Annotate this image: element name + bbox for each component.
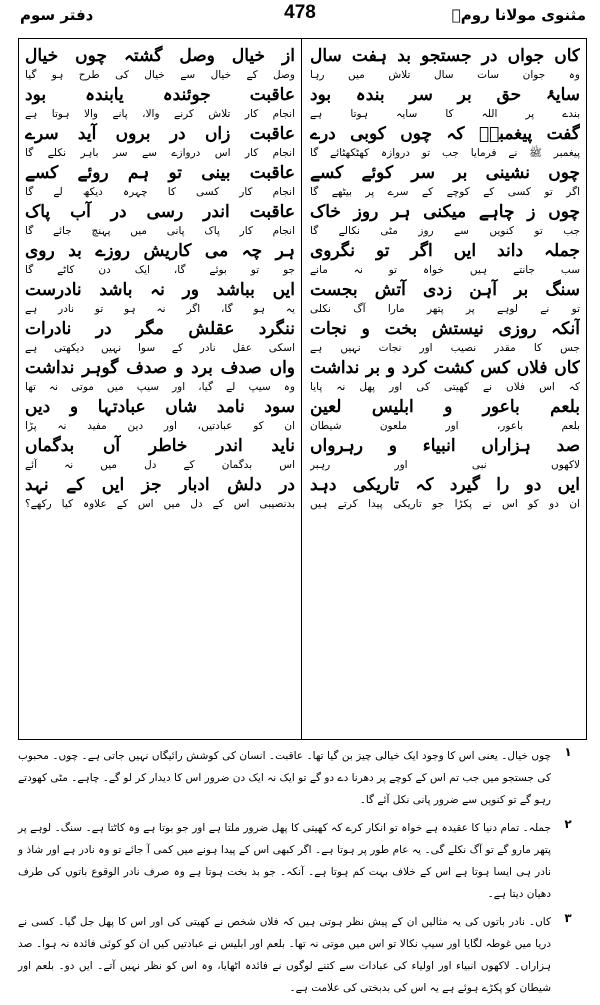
urdu-translation: لاکھوں نبی اور رہبر	[310, 459, 580, 471]
footnote	[18, 745, 585, 811]
couplet	[25, 123, 295, 162]
urdu-translation: کہ اس فلاں نے کھیتی کی اور پھل نہ پایا	[310, 381, 580, 393]
couplet	[25, 396, 295, 435]
urdu-translation: ان دو کو اس نے پکڑا جو تاریکی پیدا کرتے ہیں	[310, 498, 580, 510]
persian-verse: عاقبت بینی تو ہم روئے کسے	[25, 163, 295, 183]
urdu-translation: یہ ہو گا، اگر نہ ہو تو نادر ہے	[25, 303, 295, 315]
persian-verse: کاں فلاں کس کشت کرد و بر نداشت	[310, 358, 580, 378]
persian-verse: سنگ بر آہن زدی آتش بجست	[310, 280, 580, 300]
persian-verse: گفت پیغمبرؐ کہ چوں کوبی درے	[310, 124, 580, 144]
urdu-translation: تو نے لوہے پر پتھر مارا آگ نکلی	[310, 303, 580, 315]
couplet	[310, 162, 580, 201]
couplet	[25, 279, 295, 318]
footnote-text: جملہ۔ تمام دنیا کا عقیدہ ہے خواہ تو انکار کرے کہ کھیتی کا پھل ضرور ملتا ہے اور جو بوتا ہے وہ کاٹتا ہے۔ سنگ۔ لوہے پر پتھر مارو گے تو آگ نکلے گی۔ یہ عام طور پر ہوتا ہے۔ اگر کبھی اس کے پیدا ہونے میں کمی آ جائے تو وہ نادر ہے اور شاذ و نادر ہی ایسا ہوتا ہے اس کے خلاف بہت کم ہوتا ہے۔ آنکہ۔ جو بد بخت ہوتا ہے وہ صرف نادر الوقوع باتوں کی طرف دھیان دیتا ہے۔	[18, 822, 551, 900]
urdu-translation: بدنصیبی اس کے دل میں اس کے علاوہ کیا رکھے؟	[25, 498, 295, 510]
footnote-text: کاں۔ نادر باتوں کی یہ مثالیں ان کے پیش نظر ہوتی ہیں کہ فلاں شخص نے کھیتی کی اور اس کا پھل جل گیا۔ کسی نے دریا میں غوطہ لگایا اور سیپ نکالا تو اس میں موتی نہ تھا۔ بلعم اور ابلیس نے عبادتیں کیں ان کو کوئی فائدہ نہ ہوا۔ صد ہزاراں۔ لاکھوں انبیاء اور اولیاء کی عبادات سے کتنے لوگوں نے فائدہ اٹھایا، وہ اس کو نظر نہیں آتے۔ ایں دو۔ بلعم اور شیطان کو پکڑے ہوئے ہے یہ اس کی بدبختی کی علامت ہے۔	[18, 916, 551, 994]
persian-verse: جملہ داند ایں اگر تو نگروی	[310, 241, 580, 261]
footnotes	[18, 745, 585, 1005]
page-number: 478	[284, 2, 316, 23]
couplet	[310, 318, 580, 357]
couplet	[310, 396, 580, 435]
urdu-translation: بندے پر اللہ کا سایہ ہوتا ہے	[310, 108, 580, 120]
couplet	[310, 45, 580, 84]
persian-verse: عاقبت اندر رسی در آب پاک	[25, 202, 295, 222]
urdu-translation: انجام کار اس دروازے سے سر باہر نکلے گا	[25, 147, 295, 159]
volume-title: دفتر سوم	[20, 6, 94, 24]
couplet	[310, 435, 580, 474]
persian-verse: صد ہزاراں انبیاء و رہرواں	[310, 436, 580, 456]
urdu-translation: انجام کار تلاش کرنے والا، پانے والا ہوتا ہے	[25, 108, 295, 120]
page-header	[0, 0, 600, 38]
couplet	[25, 84, 295, 123]
couplet	[310, 357, 580, 396]
urdu-translation: سب جانتے ہیں خواہ تو نہ مانے	[310, 264, 580, 276]
footnote	[18, 911, 585, 999]
urdu-translation: ان کو عبادتیں، اور دین مفید نہ پڑا	[25, 420, 295, 432]
urdu-translation: بلعم باعور، اور ملعون شیطان	[310, 420, 580, 432]
column-divider	[301, 39, 302, 739]
urdu-translation: پیغمبر ﷺ نے فرمایا جب تو دروازہ کھٹکھٹائے گا	[310, 147, 580, 159]
urdu-translation: وہ سیپ لے گیا، اور سیپ میں موتی نہ تھا	[25, 381, 295, 393]
urdu-translation: اس بدگمان کے دل میں نہ آئے	[25, 459, 295, 471]
couplet	[25, 318, 295, 357]
urdu-translation: انجام کار کسی کا چہرہ دیکھ لے گا	[25, 186, 295, 198]
urdu-translation: جس کا مقدر نصیب اور نجات نہیں ہے	[310, 342, 580, 354]
persian-verse: در دلش ادبار جز ایں کے نہد	[25, 475, 295, 495]
persian-verse: آنکہ روزی نیستش بخت و نجات	[310, 319, 580, 339]
persian-verse: واں صدف برد و صدف گوہر نداشت	[25, 358, 295, 378]
footnote	[18, 817, 585, 905]
persian-verse: ناید اندر خاطر آں بدگماں	[25, 436, 295, 456]
persian-verse: ایں دو را گیرد کہ تاریکی دہد	[310, 475, 580, 495]
couplet	[25, 162, 295, 201]
urdu-translation: اسکی عقل نادر کے سوا نہیں دیکھتی ہے	[25, 342, 295, 354]
couplet	[310, 84, 580, 123]
couplet	[25, 435, 295, 474]
urdu-translation: جب تو کنویں سے روز مٹی نکالے گا	[310, 225, 580, 237]
urdu-translation: وہ جوان سات سال تلاش میں رہا	[310, 69, 580, 81]
persian-verse: بلعم باعور و ابلیس لعین	[310, 397, 580, 417]
persian-verse: سود نامد شاں عبادتہا و دیں	[25, 397, 295, 417]
couplet	[310, 240, 580, 279]
persian-verse: ہر چہ می کاریش روزے بد روی	[25, 241, 295, 261]
couplet	[25, 201, 295, 240]
book-title: مثنوی مولانا رومؒ	[451, 6, 586, 24]
persian-verse: عاقبت زاں در بروں آید سرے	[25, 124, 295, 144]
persian-verse: سایۂ حق بر سر بندہ بود	[310, 85, 580, 105]
persian-verse: چوں نشینی بر سر کوئے کسے	[310, 163, 580, 183]
footnote-number: ۳	[564, 911, 572, 925]
couplet	[25, 45, 295, 84]
persian-verse: ایں بباشد ور نہ باشد نادرست	[25, 280, 295, 300]
right-column	[310, 45, 580, 513]
persian-verse: کاں جواں در جستجو بد ہفت سال	[310, 46, 580, 66]
couplet	[310, 123, 580, 162]
persian-verse: چوں ز چاہے میکنی ہر روز خاک	[310, 202, 580, 222]
persian-verse: از خیال وصل گشتہ چوں خیال	[25, 46, 295, 66]
footnote-text: چوں خیال۔ یعنی اس کا وجود ایک خیالی چیز بن گیا تھا۔ عاقبت۔ انسان کی کوشش رائیگاں نہیں جاتی ہے۔ چوں۔ محبوب کی جستجو میں جب تم اس کے کوچے پر دھرنا دے دو گے تو ایک نہ ایک دن ضرور اس کا دیدار کر لو گے۔ چاہے۔ مٹی کھودتے رہو گے تو کنویں سے ضرور پانی نکل آئے گا۔	[18, 750, 551, 806]
urdu-translation: جو تو بوئے گا، ایک دن کاٹے گا	[25, 264, 295, 276]
verse-frame	[18, 38, 587, 740]
couplet	[25, 474, 295, 513]
couplet	[25, 240, 295, 279]
couplet	[25, 357, 295, 396]
footnote-number: ۲	[564, 817, 572, 831]
left-column	[25, 45, 295, 513]
footnote-number: ۱	[564, 745, 572, 759]
couplet	[310, 201, 580, 240]
couplet	[310, 474, 580, 513]
persian-verse: عاقبت جوئندہ یابندہ بود	[25, 85, 295, 105]
urdu-translation: انجام کار پاک پانی میں پہنچ جائے گا	[25, 225, 295, 237]
persian-verse: ننگرد عقلش مگر در نادرات	[25, 319, 295, 339]
couplet	[310, 279, 580, 318]
urdu-translation: اگر تو کسی کے کوچے کے سرے پر بیٹھے گا	[310, 186, 580, 198]
urdu-translation: وصل کے خیال سے خیال کی طرح ہو گیا	[25, 69, 295, 81]
